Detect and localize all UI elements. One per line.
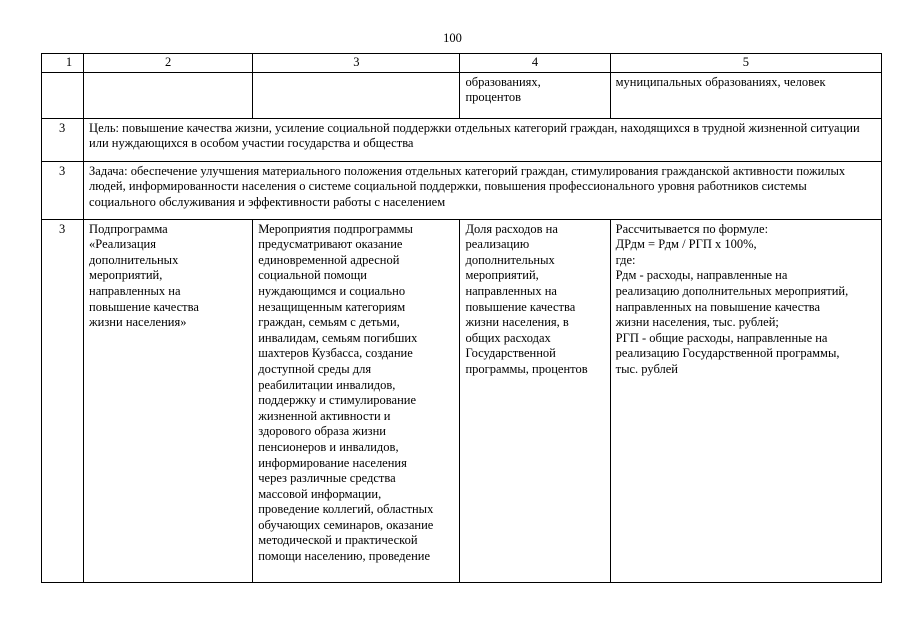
page-number: 100 [443, 31, 462, 45]
task-row [42, 161, 882, 219]
header-cell-3: 3 [253, 54, 460, 73]
subprogram-name: Подпрограмма «Реализация дополнительных мероприятий, направленных на повышение качества жизни населения» [84, 219, 253, 582]
task-text: Задача: обеспечение улучшения материального положения отдельных категорий граждан, стимулирования гражданской активности пожилых людей, информированности населения о системе социальной поддержки, повышения профессионального уровня работников системы социального обслуживания и эффективности работы с населением [84, 161, 882, 219]
continuation-row [42, 72, 882, 118]
goal-row-number: 3 [42, 118, 84, 161]
subprogram-row-number: 3 [42, 219, 84, 582]
subprogram-activities: Мероприятия подпрограммы предусматривают оказание единовременной адресной социальной помощи нуждающимся и социально незащищенным категориям граждан, семьям с детьми, инвалидам, семьям погибших шахтеров Кузбасса, создание доступной среды для реабилитации инвалидов, поддержку и стимулирование жизненной активности и здорового образа жизни пенсионеров и инвалидов, информирование населения через различные средства массовой информации, проведение коллегий, областных обучающих семинаров, оказание методической и практической помощи населению, проведение [253, 219, 460, 582]
goal-text: Цель: повышение качества жизни, усиление социальной поддержки отдельных категорий граждан, находящихся в трудной жизненной ситуации или нуждающихся в особом участии государства и общества [84, 118, 882, 161]
header-cell-5: 5 [610, 54, 881, 73]
continuation-cell-2 [84, 72, 253, 118]
subprogram-formula: Рассчитывается по формуле: ДРдм = Рдм / РГП х 100%, где: Рдм - расходы, направленные на реализацию дополнительных мероприятий, направленных на повышение качества жизни населения, тыс. рублей; РГП - общие расходы, направленные на реализацию Государственной программы, тыс. рублей [610, 219, 881, 582]
subprogram-row [42, 219, 882, 582]
continuation-cell-1 [42, 72, 84, 118]
goal-row [42, 118, 882, 161]
header-cell-1: 1 [42, 54, 84, 73]
header-cell-2: 2 [84, 54, 253, 73]
continuation-cell-5: муниципальных образованиях, человек [610, 72, 881, 118]
subprogram-indicator: Доля расходов на реализацию дополнительных мероприятий, направленных на повышение качества жизни населения, в общих расходах Государственной программы, процентов [460, 219, 610, 582]
task-row-number: 3 [42, 161, 84, 219]
continuation-cell-3 [253, 72, 460, 118]
header-row [42, 54, 882, 73]
indicator-table [41, 53, 882, 583]
header-cell-4: 4 [460, 54, 610, 73]
continuation-cell-4: образованиях, процентов [460, 72, 610, 118]
